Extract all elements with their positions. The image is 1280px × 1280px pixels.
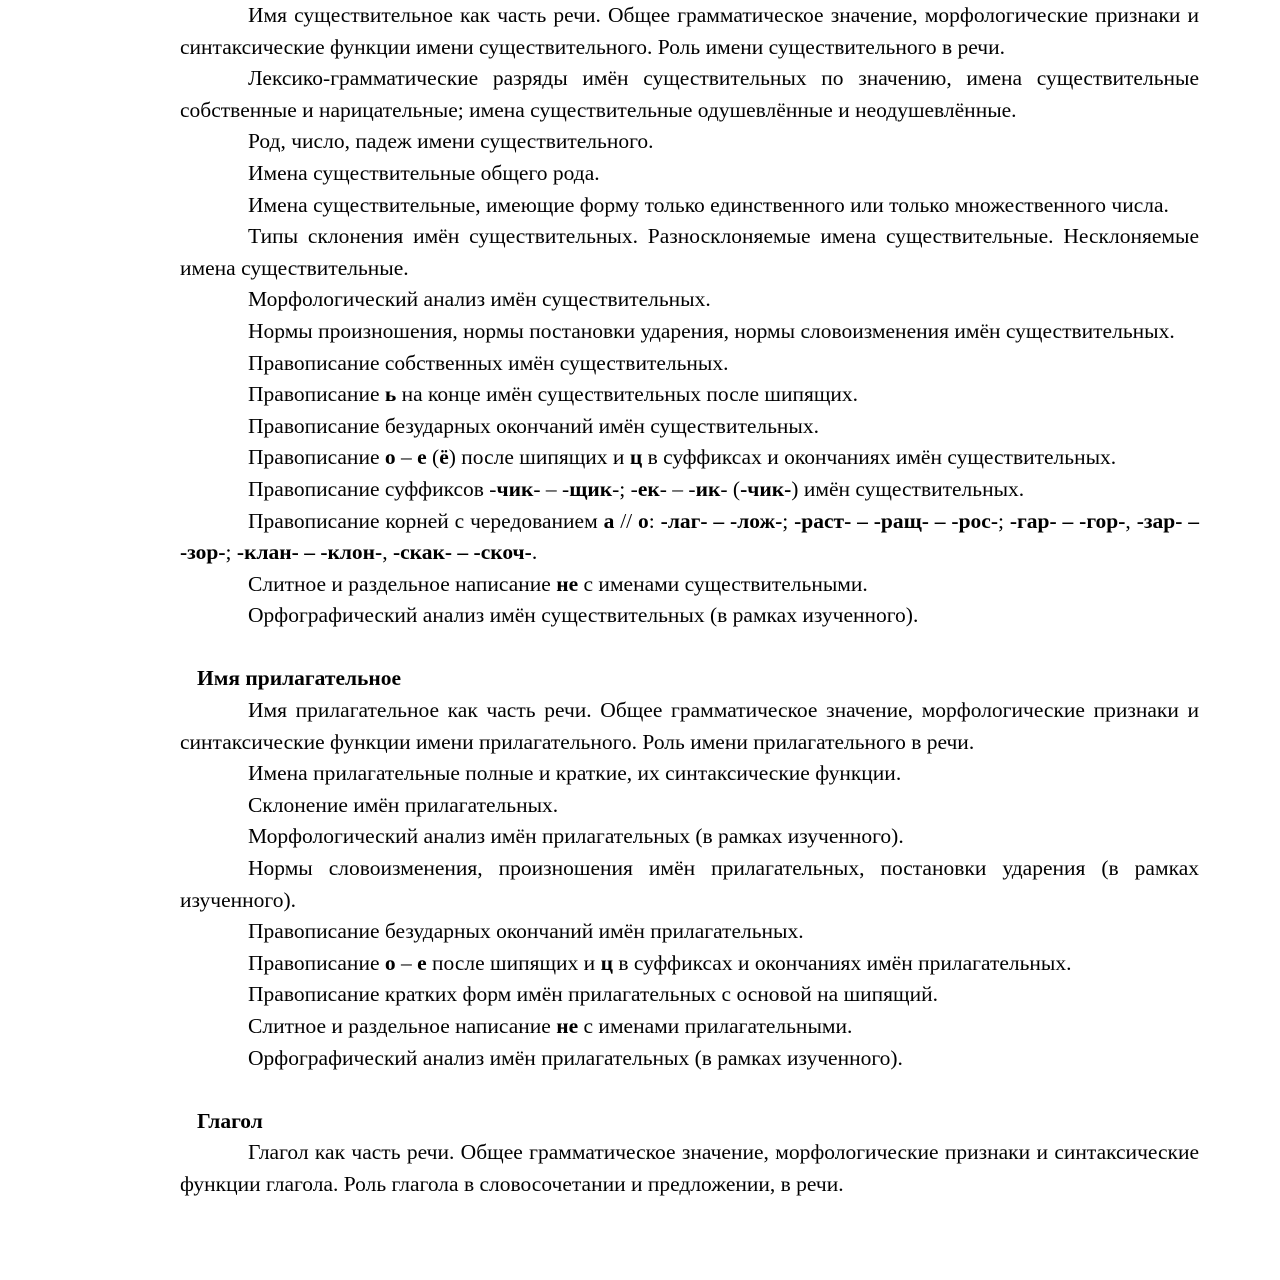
emphasis-run: ик [695, 476, 721, 501]
text-run: - ( [720, 476, 741, 501]
text-run: Слитное и раздельное написание [248, 1014, 557, 1038]
paragraph [180, 569, 1199, 601]
paragraph [180, 979, 1199, 1011]
emphasis-run: чик [496, 476, 534, 501]
text-run: , [382, 540, 393, 565]
section-heading-verb-section: Глагол [197, 1108, 263, 1133]
section-spacer [180, 632, 1199, 664]
emphasis-run: не [556, 1014, 579, 1038]
paragraph [180, 695, 1199, 758]
text-run: Правописание суффиксов - [248, 476, 497, 501]
paragraph [180, 916, 1199, 948]
emphasis-run: е [417, 950, 427, 975]
paragraph [180, 379, 1199, 411]
text-run: с именами существительными. [578, 571, 868, 596]
emphasis-run: -лаг- – -лож- [660, 508, 783, 533]
text-run: -; - [612, 476, 638, 501]
emphasis-run: ц [629, 445, 643, 470]
text-run: ) после шипящих и [448, 445, 630, 470]
text-run: Род, число, падеж имени существительного. [248, 129, 654, 154]
text-run: . [531, 540, 538, 565]
section-heading-adjective-section: Имя прилагательное [197, 666, 402, 691]
paragraph [180, 1011, 1199, 1043]
text-run: ; [998, 508, 1010, 533]
text-run: Орфографический анализ имён прилагательных (в рамках изученного). [248, 1045, 903, 1070]
text-run: ( [426, 445, 440, 470]
text-run: – [395, 445, 418, 470]
paragraph [180, 126, 1199, 158]
emphasis-run: -скак- – -скоч- [392, 540, 532, 565]
emphasis-run: ек [637, 476, 660, 501]
emphasis-run: -клан- – -клон- [236, 540, 383, 565]
text-run: Нормы произношения, нормы постановки ударения, нормы словоизменения имён существительных. [248, 318, 1175, 343]
paragraph [180, 790, 1199, 822]
text-run: Типы склонения имён существительных. Разносклоняемые имена существительные. Несклоняемые имена существительные. [180, 224, 1199, 280]
paragraph [180, 442, 1199, 474]
paragraph [180, 190, 1199, 222]
text-run: Правописание корней с чередованием [248, 508, 604, 533]
paragraph [180, 0, 1199, 63]
emphasis-run: о [384, 445, 396, 470]
emphasis-run: о [384, 950, 396, 975]
text-run: - – - [533, 476, 570, 501]
paragraph [180, 758, 1199, 790]
emphasis-run: о [638, 508, 649, 533]
paragraph [180, 853, 1199, 916]
paragraph [180, 158, 1199, 190]
text-run: Имена существительные, имеющие форму только единственного или только множественного числа. [248, 192, 1169, 217]
text-run: после шипящих и [426, 950, 601, 975]
text-run: - – - [659, 476, 696, 501]
emphasis-run: ь [384, 382, 397, 407]
text-run: в суффиксах и окончаниях имён прилагательных. [612, 950, 1072, 975]
text-run: ; [225, 540, 237, 565]
text-run: Глагол как часть речи. Общее грамматическое значение, морфологические признаки и синтаксические функции глагола. Роль глагола в словосочетании и предложении, в речи. [180, 1140, 1199, 1196]
text-run: Правописание [248, 445, 385, 470]
text-run: Морфологический анализ имён существительных. [248, 287, 711, 312]
section-spacer [180, 1074, 1199, 1106]
text-run: Правописание кратких форм имён прилагательных с основой на шипящий. [248, 982, 938, 1007]
text-run: Правописание безударных окончаний имён существительных. [248, 413, 819, 438]
text-run: Склонение имён прилагательных. [248, 792, 559, 817]
paragraph [180, 63, 1199, 126]
text-run: Имена существительные общего рода. [248, 160, 600, 185]
emphasis-run: щик [569, 476, 613, 501]
paragraph [180, 600, 1199, 632]
text-run: Слитное и раздельное написание [248, 571, 557, 596]
text-run: : [648, 508, 661, 533]
text-run: Правописание [248, 950, 385, 975]
emphasis-run: е [417, 445, 427, 470]
text-run: Лексико-грамматические разряды имён существительных по значению, имена существительные собственные и нарицательные; имена существительные одушевлённые и неодушевлённые. [180, 66, 1199, 122]
text-run: Имя прилагательное как часть речи. Общее грамматическое значение, морфологические признаки и синтаксические функции имени прилагательного. Роль имени прилагательного в речи. [180, 698, 1199, 754]
emphasis-run: а [603, 508, 615, 533]
paragraph [180, 348, 1199, 380]
text-run: – [395, 950, 418, 975]
text-run: , [1125, 508, 1137, 533]
text-run: Правописание собственных имён существительных. [248, 350, 729, 375]
text-run: Правописание безударных окончаний имён прилагательных. [248, 919, 804, 944]
paragraph [180, 948, 1199, 980]
text-run: в суффиксах и окончаниях имён существительных. [642, 445, 1117, 470]
text-run: Имя существительное как часть речи. Общее грамматическое значение, морфологические признаки и синтаксические функции имени существительного. Роль имени существительного в речи. [180, 3, 1199, 59]
paragraph [180, 1137, 1199, 1200]
emphasis-run: не [556, 571, 579, 596]
emphasis-run: -гар- – -гор- [1009, 508, 1126, 533]
paragraph [180, 221, 1199, 284]
paragraph [180, 821, 1199, 853]
text-run: Правописание [248, 382, 385, 407]
paragraph [180, 284, 1199, 316]
emphasis-run: -чик- [740, 476, 792, 501]
emphasis-run: ё [439, 445, 449, 470]
paragraph [180, 411, 1199, 443]
text-run: ; [782, 508, 795, 533]
text-run: Имена прилагательные полные и краткие, их синтаксические функции. [248, 761, 902, 786]
text-run: Орфографический анализ имён существительных (в рамках изученного). [248, 603, 919, 628]
text-run: Нормы словоизменения, произношения имён прилагательных, постановки ударения (в рамках изученного). [180, 856, 1199, 912]
emphasis-run: -зар- – -зор- [180, 508, 1199, 565]
paragraph [180, 316, 1199, 348]
text-run: Морфологический анализ имён прилагательных (в рамках изученного). [248, 824, 904, 849]
paragraph [180, 506, 1199, 569]
text-run: // [614, 508, 639, 533]
paragraph [180, 474, 1199, 506]
emphasis-run: -раст- – -ращ- – -рос- [794, 508, 998, 533]
document-body [180, 0, 1199, 1201]
emphasis-run: ц [600, 950, 613, 975]
paragraph [180, 1043, 1199, 1075]
text-run: с именами прилагательными. [578, 1014, 853, 1038]
text-run: на конце имён существительных после шипящих. [396, 382, 859, 407]
text-run: ) имён существительных. [791, 476, 1025, 501]
